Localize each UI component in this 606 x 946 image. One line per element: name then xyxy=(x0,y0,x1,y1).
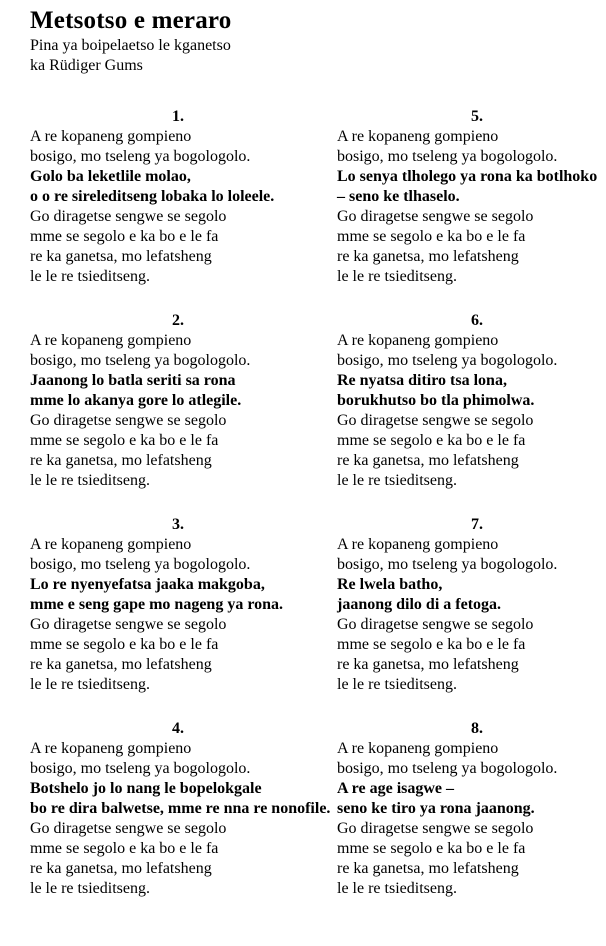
verse-line: mme se segolo e ka bo e le fa xyxy=(337,432,526,449)
verse-number: 5. xyxy=(471,108,483,125)
verse-line: mme se segolo e ka bo e le fa xyxy=(30,432,219,449)
verse-2 xyxy=(30,311,326,491)
verse-line: Go diragetse sengwe se segolo xyxy=(337,820,534,837)
verse-line: bosigo, mo tseleng ya bogologolo. xyxy=(337,352,558,369)
verse-number: 6. xyxy=(471,312,483,329)
verse-line: re ka ganetsa, mo lefatsheng xyxy=(30,656,212,673)
verse-number: 8. xyxy=(471,720,483,737)
verse-number: 2. xyxy=(172,312,184,329)
verse-line: le le re tsieditseng. xyxy=(30,472,150,489)
verse-line: A re kopaneng gompieno xyxy=(30,536,192,553)
verse-line: re ka ganetsa, mo lefatsheng xyxy=(337,452,519,469)
verse-line-bold: bo re dira balwetse, mme re nna re nonofile. xyxy=(30,800,331,817)
verse-line-bold: A re age isagwe – xyxy=(337,780,455,797)
verse-line: A re kopaneng gompieno xyxy=(337,536,499,553)
verse-number: 4. xyxy=(172,720,184,737)
verse-line: mme se segolo e ka bo e le fa xyxy=(30,636,219,653)
verse-line: mme se segolo e ka bo e le fa xyxy=(337,228,526,245)
verse-line: bosigo, mo tseleng ya bogologolo. xyxy=(30,556,251,573)
verse-line-bold: seno ke tiro ya rona jaanong. xyxy=(337,800,535,817)
verse-line-bold: Lo senya tlholego ya rona ka botlhoko xyxy=(337,168,598,185)
verse-7 xyxy=(337,515,606,695)
verse-1 xyxy=(30,107,326,287)
verse-line: le le re tsieditseng. xyxy=(30,880,150,897)
verse-line: re ka ganetsa, mo lefatsheng xyxy=(337,656,519,673)
verse-line: le le re tsieditseng. xyxy=(337,472,457,489)
verse-line-bold: Lo re nyenyefatsa jaaka makgoba, xyxy=(30,576,265,593)
verse-line: le le re tsieditseng. xyxy=(30,268,150,285)
verse-line: bosigo, mo tseleng ya bogologolo. xyxy=(337,556,558,573)
verse-3 xyxy=(30,515,326,695)
subtitle: Pina ya boipelaetso le kganetso xyxy=(30,37,231,54)
verse-line: bosigo, mo tseleng ya bogologolo. xyxy=(30,352,251,369)
verse-line-bold: Re lwela batho, xyxy=(337,576,443,593)
verse-line: le le re tsieditseng. xyxy=(337,880,457,897)
verse-line: re ka ganetsa, mo lefatsheng xyxy=(337,860,519,877)
verse-line-bold: mme e seng gape mo nageng ya rona. xyxy=(30,596,284,613)
verse-line-bold: mme lo akanya gore lo atlegile. xyxy=(30,392,242,409)
verse-line-bold: Re nyatsa ditiro tsa lona, xyxy=(337,372,507,389)
verse-line-bold: Botshelo jo lo nang le bopelokgale xyxy=(30,780,262,797)
verse-line: le le re tsieditseng. xyxy=(337,268,457,285)
verse-line: Go diragetse sengwe se segolo xyxy=(30,820,227,837)
verse-line: A re kopaneng gompieno xyxy=(337,740,499,757)
verse-line: A re kopaneng gompieno xyxy=(337,128,499,145)
verse-number: 7. xyxy=(471,516,483,533)
verse-line: mme se segolo e ka bo e le fa xyxy=(30,840,219,857)
verse-line: Go diragetse sengwe se segolo xyxy=(337,616,534,633)
verse-line: Go diragetse sengwe se segolo xyxy=(30,616,227,633)
verses-grid xyxy=(30,107,606,899)
verse-line: mme se segolo e ka bo e le fa xyxy=(337,840,526,857)
author-line: ka Rüdiger Gums xyxy=(30,57,143,74)
page-title: Metsotso e meraro xyxy=(30,7,232,34)
verse-line: le le re tsieditseng. xyxy=(30,676,150,693)
verse-line: mme se segolo e ka bo e le fa xyxy=(337,636,526,653)
verse-line: re ka ganetsa, mo lefatsheng xyxy=(30,452,212,469)
verse-4 xyxy=(30,719,331,899)
verse-number: 1. xyxy=(172,108,184,125)
verse-line: Go diragetse sengwe se segolo xyxy=(30,208,227,225)
verse-line-bold: o o re sireleditseng lobaka lo loleele. xyxy=(30,188,275,205)
verse-line-bold: Golo ba leketlile molao, xyxy=(30,168,191,185)
verse-line-bold: borukhutso bo tla phimolwa. xyxy=(337,392,535,409)
verse-number: 3. xyxy=(172,516,184,533)
verse-line-bold: jaanong dilo di a fetoga. xyxy=(337,596,502,613)
verse-line-bold: Jaanong lo batla seriti sa rona xyxy=(30,372,236,389)
verse-line: re ka ganetsa, mo lefatsheng xyxy=(30,860,212,877)
verse-line: bosigo, mo tseleng ya bogologolo. xyxy=(30,148,251,165)
verse-line: mme se segolo e ka bo e le fa xyxy=(30,228,219,245)
verse-line: A re kopaneng gompieno xyxy=(30,128,192,145)
verse-line: A re kopaneng gompieno xyxy=(30,332,192,349)
verse-line: re ka ganetsa, mo lefatsheng xyxy=(337,248,519,265)
verse-line: Go diragetse sengwe se segolo xyxy=(30,412,227,429)
verse-6 xyxy=(337,311,606,491)
verse-line: bosigo, mo tseleng ya bogologolo. xyxy=(30,760,251,777)
verse-line: bosigo, mo tseleng ya bogologolo. xyxy=(337,760,558,777)
verse-5 xyxy=(337,107,606,287)
verse-line: re ka ganetsa, mo lefatsheng xyxy=(30,248,212,265)
verse-line: bosigo, mo tseleng ya bogologolo. xyxy=(337,148,558,165)
verse-line: Go diragetse sengwe se segolo xyxy=(337,412,534,429)
verse-line: A re kopaneng gompieno xyxy=(337,332,499,349)
verse-line: le le re tsieditseng. xyxy=(337,676,457,693)
verse-line-bold: – seno ke tlhaselo. xyxy=(337,188,460,205)
verse-line: A re kopaneng gompieno xyxy=(30,740,192,757)
verse-line: Go diragetse sengwe se segolo xyxy=(337,208,534,225)
verse-8 xyxy=(337,719,606,899)
